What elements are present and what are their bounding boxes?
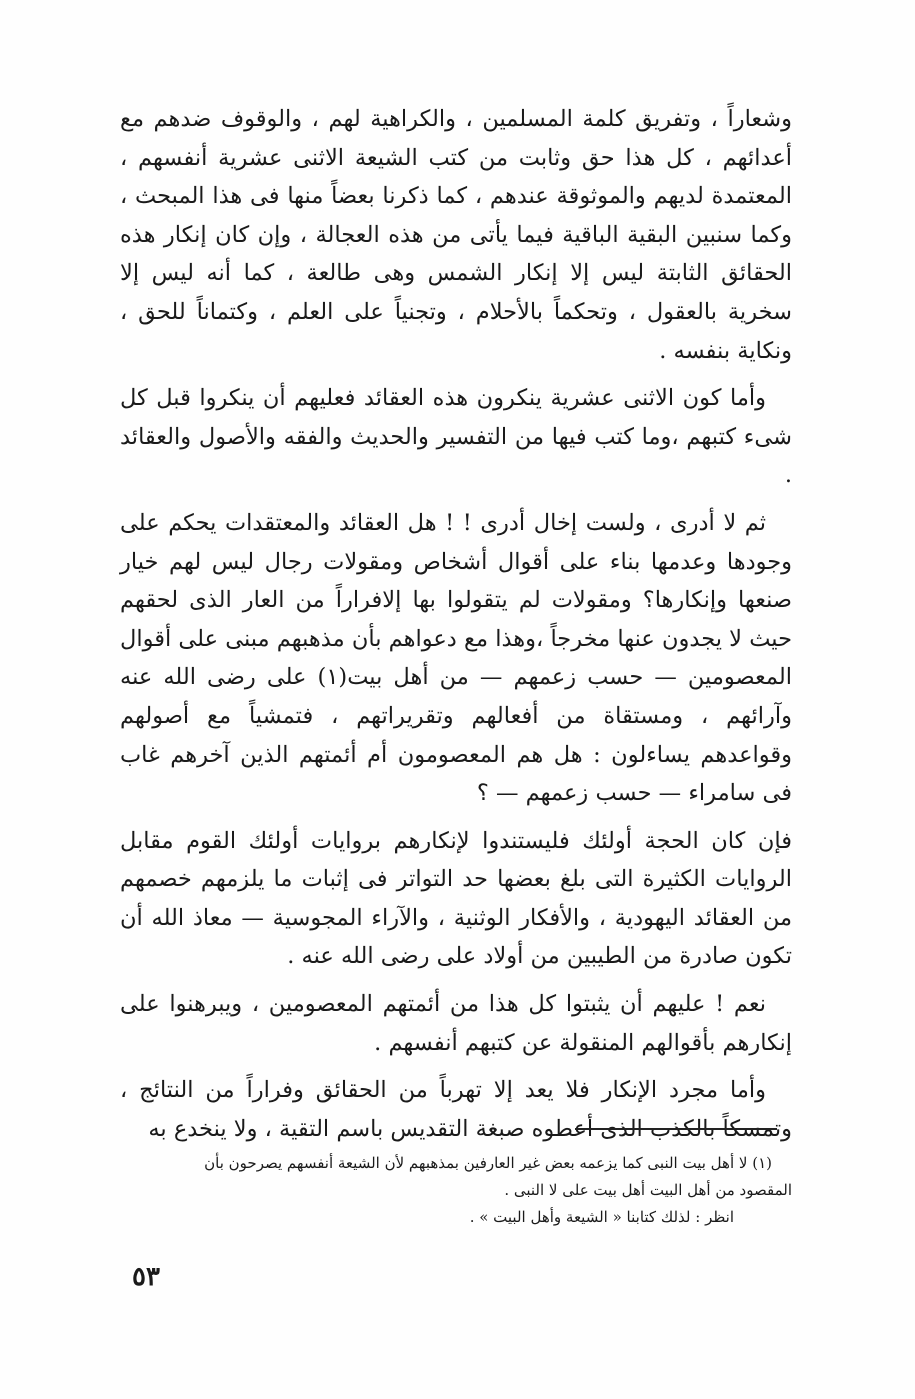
footnote-separator (575, 1128, 777, 1130)
paragraph: وأما مجرد الإنكار فلا يعد إلا تهرباً من الحقائق وفراراً من النتائج ، وتمسكاً بالكذب الذى أعطوه صبغة التقديس باسم التقية ، ولا ينخدع به (120, 1077, 792, 1142)
main-text (120, 100, 792, 1157)
footnotes (120, 1150, 792, 1231)
footnote-line: المقصود من أهل البيت أهل بيت على لا النبى . (504, 1181, 792, 1199)
paragraph: وأما كون الاثنى عشرية ينكرون هذه العقائد فعليهم أن ينكروا قبل كل شىء كتبهم ،وما كتب فيها من التفسير والحديث والفقه والأصول والعقائد . (120, 385, 792, 489)
page-number: ٥٣ (132, 1262, 160, 1292)
footnote-line: انظر : لذلك كتابنا « الشيعة وأهل البيت » . (469, 1208, 734, 1226)
paragraph: وشعاراً ، وتفريق كلمة المسلمين ، والكراهية لهم ، والوقوف ضدهم مع أعدائهم ، كل هذا حق وثابت من كتب الشيعة الاثنى عشرية أنفسهم ، المعتمدة لديهم والموثوقة عندهم ، كما ذكرنا بعضاً منها فى هذا المبحث ، وكما سنبين البقية الباقية فيما يأتى من هذه العجالة ، وإن كان إنكار هذه الحقائق الثابتة ليس إلا إنكار الشمس وهى طالعة ، كما أنه ليس إلا سخرية بالعقول ، وتحكماً بالأحلام ، وتجنياً على العلم ، وكتماناً للحق ، ونكاية بنفسه . (120, 106, 792, 364)
paragraph: ثم لا أدرى ، ولست إخال أدرى ! ! هل العقائد والمعتقدات يحكم على وجودها وعدمها بناء على أقوال أشخاص ومقولات رجال ليس لهم خيار صنعها وإنكارها؟ ومقولات لم يتقولوا بها إلافراراً من العار الذى لحقهم حيث لا يجدون عنها مخرجاً ،وهذا مع دعواهم بأن مذهبهم مبنى على أقوال المعصومين — حسب زعمهم — من أهل بيت(١) على رضى الله عنه وآرائهم ، ومستقاة من أفعالهم وتقريراتهم ، فتمشياً مع أصولهم وقواعدهم يساءلون : هل هم المعصومون أم أئمتهم الذين آخرهم غاب فى سامراء — حسب زعمهم — ؟ (120, 509, 792, 807)
paragraph: نعم ! عليهم أن يثبتوا كل هذا من أئمتهم المعصومين ، ويبرهنوا على إنكارهم بأقوالهم المنقولة عن كتبهم أنفسهم . (120, 991, 792, 1056)
paragraph: فإن كان الحجة أولئك فليستندوا لإنكارهم بروايات أولئك القوم مقابل الروايات الكثيرة التى بلغ بعضها حد التواتر فى إثبات ما يلزمهم خصمهم من العقائد اليهودية ، والأفكار الوثنية ، والآراء المجوسية — معاذ الله أن تكون صادرة من الطيبين من أولاد على رضى الله عنه . (120, 827, 792, 970)
footnote-line: (١) لا أهل بيت النبى كما يزعمه بعض غير العارفين بمذهبهم لأن الشيعة أنفسهم يصرحون بأن (204, 1154, 772, 1172)
